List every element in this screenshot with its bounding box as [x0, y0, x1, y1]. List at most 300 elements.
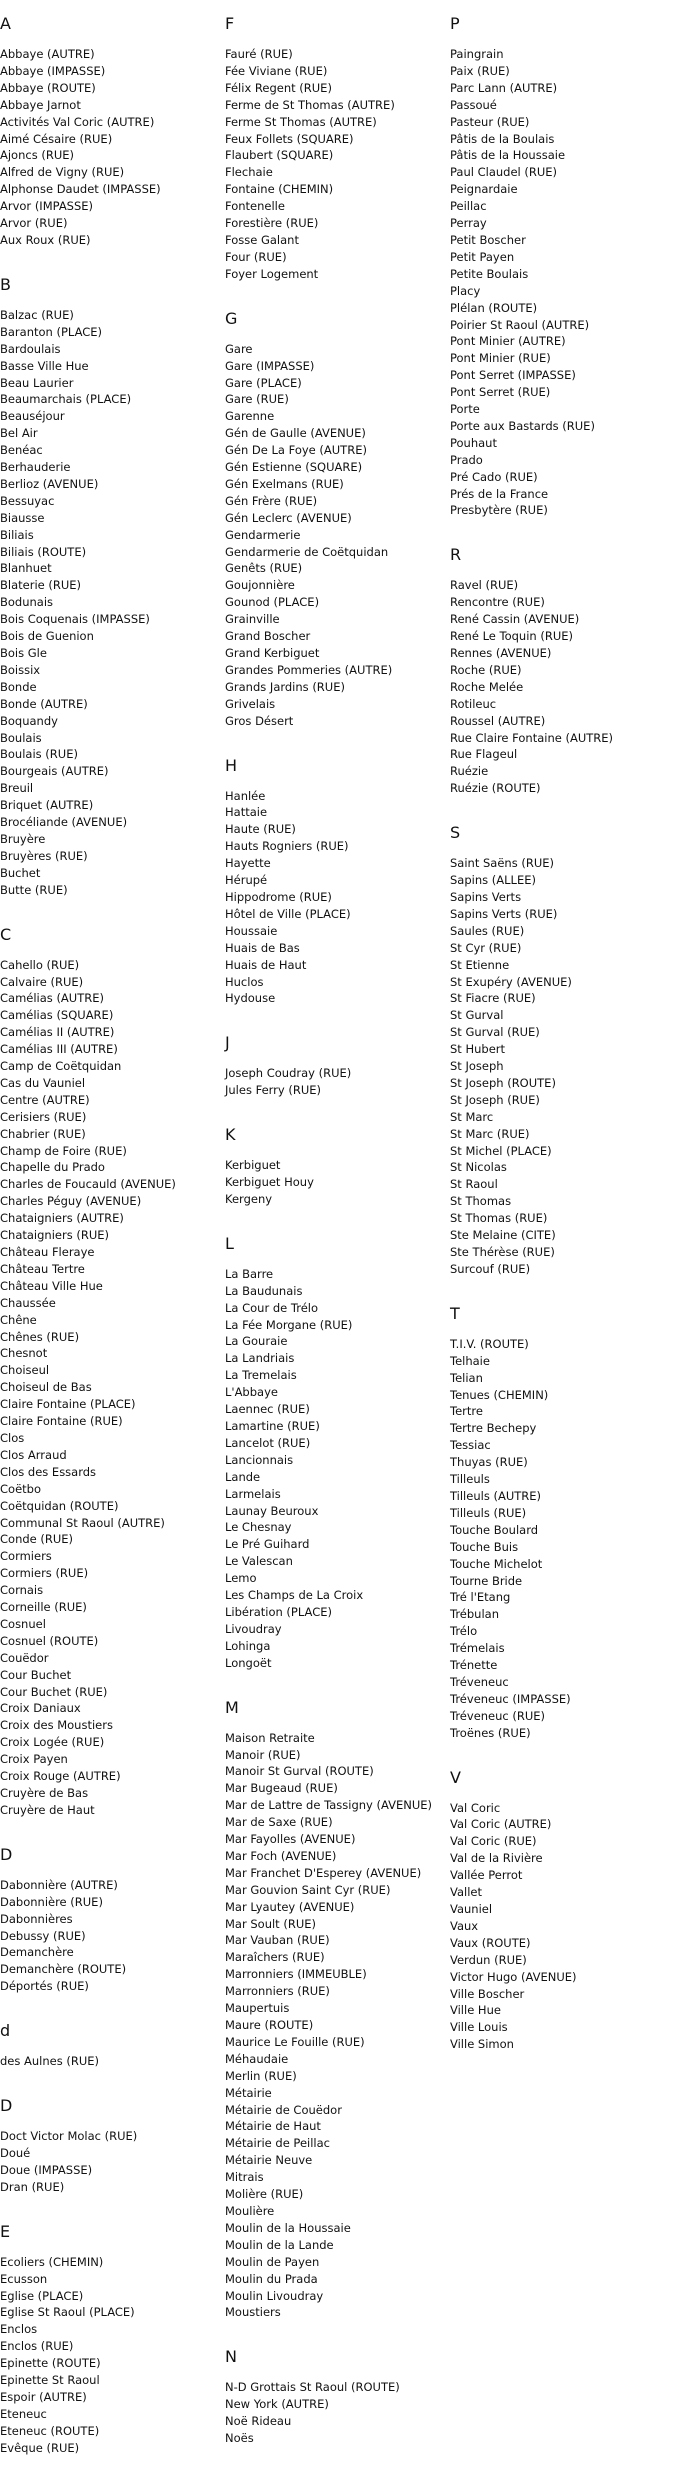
street-name: La Baudunais: [225, 1283, 303, 1298]
street-name: St Nicolas: [450, 1160, 507, 1175]
street-name: Gounod (PLACE): [225, 595, 320, 610]
street-name: Croix Payen: [0, 1752, 68, 1767]
street-name: Jules Ferry (RUE): [225, 1083, 322, 1098]
street-name: Troënes (RUE): [450, 1725, 531, 1740]
street-name: Lancelot (RUE): [225, 1435, 311, 1450]
street-list: [0, 1877, 225, 1995]
street-name: Noës: [225, 2431, 254, 2446]
letter-group: [225, 1234, 450, 1672]
street-name: Bruyères (RUE): [0, 848, 88, 863]
street-name: Le Pré Guihard: [225, 1537, 310, 1552]
street-name: St Joseph (ROUTE): [450, 1075, 556, 1090]
street-name: Moulin de la Lande: [225, 2237, 334, 2252]
street-name: La Barre: [225, 1266, 274, 1281]
street-name: Moulin de la Houssaie: [225, 2220, 351, 2235]
street-name: Telian: [450, 1370, 483, 1385]
street-name: Croix Daniaux: [0, 1701, 81, 1716]
street-name: Boulais: [0, 730, 42, 745]
letter-group: [225, 14, 450, 283]
street-name: Blaterie (RUE): [0, 578, 82, 593]
street-list: [450, 1800, 675, 2054]
street-name: Bonde: [0, 679, 37, 694]
street-name: Gén Estienne (SQUARE): [225, 460, 363, 475]
street-name: Molière (RUE): [225, 2187, 304, 2202]
street-name: Abbaye (ROUTE): [0, 80, 96, 95]
street-name: Larmelais: [225, 1486, 281, 1501]
street-name: Ville Simon: [450, 2037, 514, 2052]
street-name: Pâtis de la Boulais: [450, 131, 555, 146]
street-name: L'Abbaye: [225, 1385, 278, 1400]
street-name: Mar de Saxe (RUE): [225, 1815, 333, 1830]
street-name: Maurice Le Fouille (RUE): [225, 2034, 365, 2049]
street-name: Hérupé: [225, 873, 268, 888]
street-name: Kergeny: [225, 1191, 273, 1206]
street-name: Mitrais: [225, 2170, 264, 2185]
street-name: René Cassin (AVENUE): [450, 612, 580, 627]
street-name: Charles de Foucauld (AVENUE): [0, 1177, 176, 1192]
street-name: Bois de Guenion: [0, 629, 94, 644]
letter-heading: B: [0, 274, 11, 294]
street-name: Lancionnais: [225, 1452, 294, 1467]
street-list: [450, 855, 675, 1278]
letter-heading: L: [225, 1233, 234, 1253]
street-name: Benéac: [0, 443, 43, 458]
street-name: Vaux: [450, 1918, 479, 1933]
street-name: Pouhaut: [450, 435, 497, 450]
street-name: Longoët: [225, 1655, 272, 1670]
street-name: Moustiers: [225, 2305, 281, 2320]
street-name: Parc Lann (AUTRE): [450, 80, 558, 95]
street-name: Blanhuet: [0, 561, 52, 576]
street-name: Boquandy: [0, 713, 58, 728]
street-list: [0, 2128, 225, 2196]
street-name: Gare (PLACE): [225, 375, 302, 390]
street-name: St Joseph (RUE): [450, 1092, 540, 1107]
street-name: Fontenelle: [225, 199, 285, 214]
street-name: Hayette: [225, 856, 271, 871]
letter-heading: N: [225, 2347, 237, 2367]
street-name: Trémelais: [450, 1641, 505, 1656]
street-name: Val Coric (AUTRE): [450, 1817, 552, 1832]
street-name: Calvaire (RUE): [0, 974, 84, 989]
street-name: Bessuyac: [0, 493, 55, 508]
street-name: Chêne: [0, 1312, 37, 1327]
street-name: Champ de Foire (RUE): [0, 1143, 127, 1158]
street-name: Demanchère: [0, 1945, 74, 1960]
street-name: Pont Serret (RUE): [450, 385, 551, 400]
street-name: Gén Exelmans (RUE): [225, 476, 344, 491]
street-name: Moulin de Payen: [225, 2254, 320, 2269]
street-name: Demanchère (ROUTE): [0, 1962, 127, 1977]
street-name: Félix Regent (RUE): [225, 80, 332, 95]
street-name: Chabrier (RUE): [0, 1126, 86, 1141]
street-name: La Cour de Trélo: [225, 1300, 318, 1315]
street-name: Grand Kerbiguet: [225, 646, 320, 660]
street-index-column-3: [450, 14, 675, 2079]
street-name: Gendarmerie: [225, 527, 301, 542]
street-name: Clos: [0, 1430, 25, 1445]
street-name: Château Tertre: [0, 1261, 85, 1276]
letter-heading: A: [0, 14, 11, 33]
street-name: Dabonnière (RUE): [0, 1894, 103, 1909]
street-name: Noë Rideau: [225, 2414, 292, 2429]
street-name: Ste Thérèse (RUE): [450, 1245, 555, 1259]
street-name: Pasteur (RUE): [450, 114, 530, 129]
street-name: Tertre: [450, 1404, 483, 1419]
street-name: Les Champs de La Croix: [225, 1588, 364, 1603]
street-name: Val Coric (RUE): [450, 1834, 537, 1849]
street-name: Clos des Essards: [0, 1464, 97, 1479]
letter-heading: V: [450, 1767, 461, 1787]
street-name: Briquet (AUTRE): [0, 798, 94, 813]
street-name: Camélias (SQUARE): [0, 1008, 114, 1023]
street-name: des Aulnes (RUE): [0, 2054, 100, 2069]
street-name: Conde (RUE): [0, 1532, 74, 1547]
street-name: Hauts Rogniers (RUE): [225, 839, 349, 854]
street-name: Tréveneuc: [450, 1674, 509, 1689]
street-name: Mar Foch (AVENUE): [225, 1848, 337, 1863]
street-name: Cas du Vauniel: [0, 1075, 86, 1090]
street-name: Enclos (RUE): [0, 2339, 74, 2354]
street-list: [225, 788, 450, 1008]
street-name: Huclos: [225, 974, 264, 989]
street-name: Berhauderie: [0, 460, 71, 475]
street-name: Passoué: [450, 97, 497, 112]
letter-heading: F: [225, 14, 235, 33]
street-name: St Gurval: [450, 1008, 504, 1023]
street-name: Buchet: [0, 865, 41, 880]
letter-group: [0, 1845, 225, 1995]
street-name: Croix des Moustiers: [0, 1718, 113, 1733]
street-index-column-2: [225, 14, 450, 2473]
street-name: Grainville: [225, 612, 280, 627]
street-name: Poirier St Raoul (AUTRE): [450, 317, 590, 332]
street-name: Tréveneuc (IMPASSE): [450, 1691, 571, 1706]
street-name: Ruézie: [450, 764, 489, 779]
street-list: [450, 577, 675, 797]
street-name: Gros Désert: [225, 713, 294, 728]
letter-heading: R: [450, 545, 462, 565]
letter-group: [450, 1304, 675, 1742]
street-name: Touche Michelot: [450, 1556, 543, 1571]
street-name: Pré Cado (RUE): [450, 469, 538, 484]
street-name: Surcouf (RUE): [450, 1261, 531, 1276]
street-name: Marronniers (IMMEUBLE): [225, 1967, 367, 1982]
street-name: Flaubert (SQUARE): [225, 148, 334, 163]
street-name: Ecoliers (CHEMIN): [0, 2254, 104, 2269]
street-name: Gare (RUE): [225, 392, 289, 407]
letter-heading: J: [225, 1033, 230, 1053]
street-name: Ecusson: [0, 2271, 48, 2286]
letter-group: [225, 1698, 450, 2322]
street-name: Fontaine (CHEMIN): [225, 182, 334, 197]
letter-group: [0, 2021, 225, 2070]
street-name: Garenne: [225, 409, 275, 424]
street-name: Placy: [450, 283, 481, 298]
street-name: Dran (RUE): [0, 2179, 65, 2194]
street-name: Lohinga: [225, 1638, 271, 1653]
street-name: Sapins Verts: [450, 889, 522, 904]
street-name: Gendarmerie de Coëtquidan: [225, 544, 389, 559]
street-name: St Raoul: [450, 1177, 498, 1192]
street-name: Moulière: [225, 2203, 275, 2218]
street-name: Basse Ville Hue: [0, 358, 89, 373]
letter-group: [0, 14, 225, 249]
street-name: Grandes Pommeries (AUTRE): [225, 662, 393, 677]
street-name: Château Fleraye: [0, 1245, 95, 1259]
letter-heading: K: [225, 1125, 236, 1145]
letter-group: [0, 925, 225, 1819]
street-name: Beaumarchais (PLACE): [0, 392, 132, 407]
street-name: Grands Jardins (RUE): [225, 679, 345, 694]
street-name: St Hubert: [450, 1042, 506, 1057]
street-name: Haute (RUE): [225, 822, 296, 837]
street-name: Ville Boscher: [450, 1986, 525, 2001]
street-name: Croix Logée (RUE): [0, 1735, 105, 1750]
street-name: Bruyère: [0, 831, 46, 846]
street-name: Fauré (RUE): [225, 47, 293, 61]
street-name: Métairie: [225, 2085, 272, 2100]
street-name: Claire Fontaine (PLACE): [0, 1397, 136, 1412]
street-list: [450, 1336, 675, 1742]
street-name: Gén Frère (RUE): [225, 493, 318, 508]
street-name: Maure (ROUTE): [225, 2018, 314, 2032]
street-name: Prado: [450, 452, 483, 467]
street-name: Marronniers (RUE): [225, 1984, 330, 1999]
letter-group: [225, 309, 450, 730]
street-name: René Le Toquin (RUE): [450, 629, 573, 644]
street-name: Abbaye (IMPASSE): [0, 63, 106, 78]
street-name: Rotileuc: [450, 696, 497, 711]
street-name: Cornais: [0, 1583, 44, 1598]
street-list: [225, 1730, 450, 2322]
street-name: Mar Gouvion Saint Cyr (RUE): [225, 1882, 391, 1897]
street-name: Val de la Rivière: [450, 1851, 543, 1866]
street-index-column-1: [0, 14, 225, 2483]
street-name: Balzac (RUE): [0, 307, 74, 322]
street-name: Merlin (RUE): [225, 2068, 297, 2083]
street-name: Berlioz (AVENUE): [0, 476, 99, 491]
street-name: Val Coric: [450, 1800, 501, 1815]
street-name: Coëtquidan (ROUTE): [0, 1498, 119, 1513]
street-name: Vauniel: [450, 1902, 493, 1916]
street-name: Aimé Césaire (RUE): [0, 131, 113, 146]
street-name: Rencontre (RUE): [450, 595, 545, 610]
street-name: Manoir (RUE): [225, 1747, 301, 1762]
letter-group: [225, 2347, 450, 2447]
street-name: Lemo: [225, 1571, 257, 1586]
street-name: Fée Viviane (RUE): [225, 63, 328, 78]
street-name: Gén De La Foye (AUTRE): [225, 443, 367, 458]
letter-group: [0, 2222, 225, 2457]
street-name: Centre (AUTRE): [0, 1092, 90, 1107]
street-name: Tré l'Etang: [450, 1590, 511, 1605]
street-list: [225, 46, 450, 283]
street-list: [0, 2254, 225, 2457]
street-list: [225, 1157, 450, 1208]
street-name: Coëtbo: [0, 1481, 41, 1496]
street-name: Debussy (RUE): [0, 1928, 86, 1943]
street-name: Libération (PLACE): [225, 1604, 332, 1619]
street-name: Méhaudaie: [225, 2051, 289, 2066]
street-name: Boulais (RUE): [0, 747, 78, 762]
street-name: La Fée Morgane (RUE): [225, 1317, 353, 1332]
street-name: Four (RUE): [225, 249, 287, 264]
street-name: Cruyère de Bas: [0, 1786, 89, 1800]
street-name: Launay Beuroux: [225, 1503, 319, 1518]
street-name: Trélo: [450, 1624, 478, 1639]
street-name: Chataigniers (AUTRE): [0, 1211, 124, 1226]
street-name: Genêts (RUE): [225, 561, 303, 576]
street-name: Laennec (RUE): [225, 1402, 310, 1417]
street-name: Ajoncs (RUE): [0, 148, 75, 163]
street-name: Abbaye Jarnot: [0, 97, 81, 112]
street-name: Mar Soult (RUE): [225, 1916, 316, 1931]
letter-heading: E: [0, 2221, 11, 2241]
letter-group: [0, 275, 225, 899]
street-name: Dabonnières: [0, 1911, 73, 1926]
street-name: Vaux (ROUTE): [450, 1935, 531, 1950]
street-name: Charles Péguy (AVENUE): [0, 1194, 142, 1209]
street-name: Métairie de Couëdor: [225, 2102, 342, 2117]
street-name: St Michel (PLACE): [450, 1143, 552, 1158]
street-name: Cahello (RUE): [0, 957, 80, 972]
street-name: Bourgeais (AUTRE): [0, 764, 109, 779]
letter-heading: G: [225, 308, 238, 328]
street-name: Aux Roux (RUE): [0, 232, 91, 247]
street-name: T.I.V. (ROUTE): [450, 1336, 529, 1351]
street-name: Bois Coquenais (IMPASSE): [0, 612, 150, 627]
letter-heading: M: [225, 1697, 239, 1717]
street-list: [225, 1266, 450, 1672]
street-name: Mar Franchet D'Esperey (AVENUE): [225, 1865, 422, 1880]
letter-group: [225, 1125, 450, 1208]
street-name: Eteneuc: [0, 2406, 47, 2421]
street-name: Cruyère de Haut: [0, 1802, 95, 1817]
street-name: Mar Lyautey (AVENUE): [225, 1899, 355, 1914]
street-name: St Fiacre (RUE): [450, 991, 536, 1006]
letter-group: [0, 2096, 225, 2196]
street-name: Touche Buis: [450, 1539, 519, 1554]
street-name: Tourne Bride: [450, 1573, 523, 1588]
street-name: Hippodrome (RUE): [225, 889, 332, 904]
street-name: Claire Fontaine (RUE): [0, 1414, 123, 1429]
street-name: Paingrain: [450, 47, 504, 61]
street-name: Petite Boulais: [450, 266, 529, 281]
street-name: Eglise St Raoul (PLACE): [0, 2305, 135, 2320]
street-name: Camélias II (AUTRE): [0, 1025, 115, 1040]
street-name: Enclos: [0, 2322, 38, 2337]
letter-group: [225, 1033, 450, 1099]
street-name: Roche Melée: [450, 679, 524, 694]
street-name: Métairie de Haut: [225, 2119, 321, 2134]
street-name: Activités Val Coric (AUTRE): [0, 114, 155, 129]
street-name: St Cyr (RUE): [450, 940, 522, 955]
street-name: Saint Saëns (RUE): [450, 856, 554, 871]
street-name: Chesnot: [0, 1346, 48, 1361]
letter-heading: D: [0, 2096, 13, 2116]
letter-group: [450, 14, 675, 519]
street-name: Chataigniers (RUE): [0, 1228, 109, 1243]
letter-group: [450, 1768, 675, 2054]
street-name: Lamartine (RUE): [225, 1419, 320, 1433]
street-name: Dabonnière (AUTRE): [0, 1877, 118, 1892]
street-name: Bardoulais: [0, 341, 61, 356]
street-name: Alfred de Vigny (RUE): [0, 165, 125, 180]
street-name: N-D Grottais St Raoul (ROUTE): [225, 2380, 400, 2395]
street-name: Ravel (RUE): [450, 578, 519, 593]
street-name: Maraîchers (RUE): [225, 1950, 325, 1965]
street-name: Eteneuc (ROUTE): [0, 2423, 100, 2438]
street-name: Paul Claudel (RUE): [450, 165, 558, 180]
street-name: Plélan (ROUTE): [450, 300, 538, 315]
street-name: Brocéliande (AVENUE): [0, 815, 128, 830]
street-name: Evêque (RUE): [0, 2440, 80, 2455]
letter-heading: d: [0, 2021, 11, 2041]
street-name: Camélias (AUTRE): [0, 991, 104, 1006]
street-name: St Gurval (RUE): [450, 1025, 540, 1040]
street-name: Chaussée: [0, 1295, 56, 1310]
street-name: Grivelais: [225, 696, 276, 711]
street-name: Hattaie: [225, 805, 268, 820]
street-name: Le Chesnay: [225, 1520, 292, 1535]
street-name: Cour Buchet: [0, 1667, 72, 1682]
street-name: Ferme St Thomas (AUTRE): [225, 114, 377, 129]
letter-group: [225, 756, 450, 1008]
street-name: Doct Victor Molac (RUE): [0, 2129, 138, 2144]
street-name: Maison Retraite: [225, 1730, 315, 1745]
street-name: Verdun (RUE): [450, 1952, 527, 1967]
street-name: Thuyas (RUE): [450, 1455, 528, 1470]
street-name: Sapins (ALLEE): [450, 873, 536, 888]
street-name: Hôtel de Ville (PLACE): [225, 906, 351, 921]
street-name: Ruézie (ROUTE): [450, 781, 541, 796]
street-name: Gén Leclerc (AVENUE): [225, 510, 352, 525]
street-name: Vallet: [450, 1885, 482, 1900]
street-name: Tessiac: [450, 1438, 491, 1453]
street-name: St Exupéry (AVENUE): [450, 974, 572, 989]
street-name: Porte aux Bastards (RUE): [450, 418, 595, 433]
street-name: Espoir (AUTRE): [0, 2389, 87, 2404]
street-name: Boissix: [0, 662, 41, 677]
street-name: St Marc: [450, 1109, 494, 1124]
letter-group: [450, 823, 675, 1278]
street-name: Moulin du Prada: [225, 2271, 318, 2286]
street-name: Doue (IMPASSE): [0, 2162, 93, 2177]
street-name: Bel Air: [0, 426, 38, 441]
street-name: Choiseul: [0, 1363, 50, 1378]
street-name: Métairie de Peillac: [225, 2136, 330, 2151]
street-name: Mar Fayolles (AVENUE): [225, 1832, 356, 1847]
street-name: Trénette: [450, 1658, 498, 1673]
letter-heading: D: [0, 1844, 13, 1864]
street-name: Rue Claire Fontaine (AUTRE): [450, 730, 614, 745]
street-name: Arvor (RUE): [0, 216, 68, 231]
street-name: Saules (RUE): [450, 923, 525, 938]
street-name: Biausse: [0, 510, 45, 525]
street-name: Kerbiguet: [225, 1158, 281, 1173]
street-list: [0, 957, 225, 1819]
street-name: St Etienne: [450, 957, 510, 972]
street-name: Forestière (RUE): [225, 216, 319, 231]
street-list: [0, 46, 225, 249]
street-name: Mar Bugeaud (RUE): [225, 1781, 338, 1796]
street-name: Vallée Perrot: [450, 1868, 523, 1883]
street-name: Moulin Livoudray: [225, 2288, 324, 2303]
street-name: Touche Boulard: [450, 1522, 539, 1537]
street-name: Cosnuel: [0, 1616, 46, 1631]
street-name: Foyer Logement: [225, 266, 319, 281]
